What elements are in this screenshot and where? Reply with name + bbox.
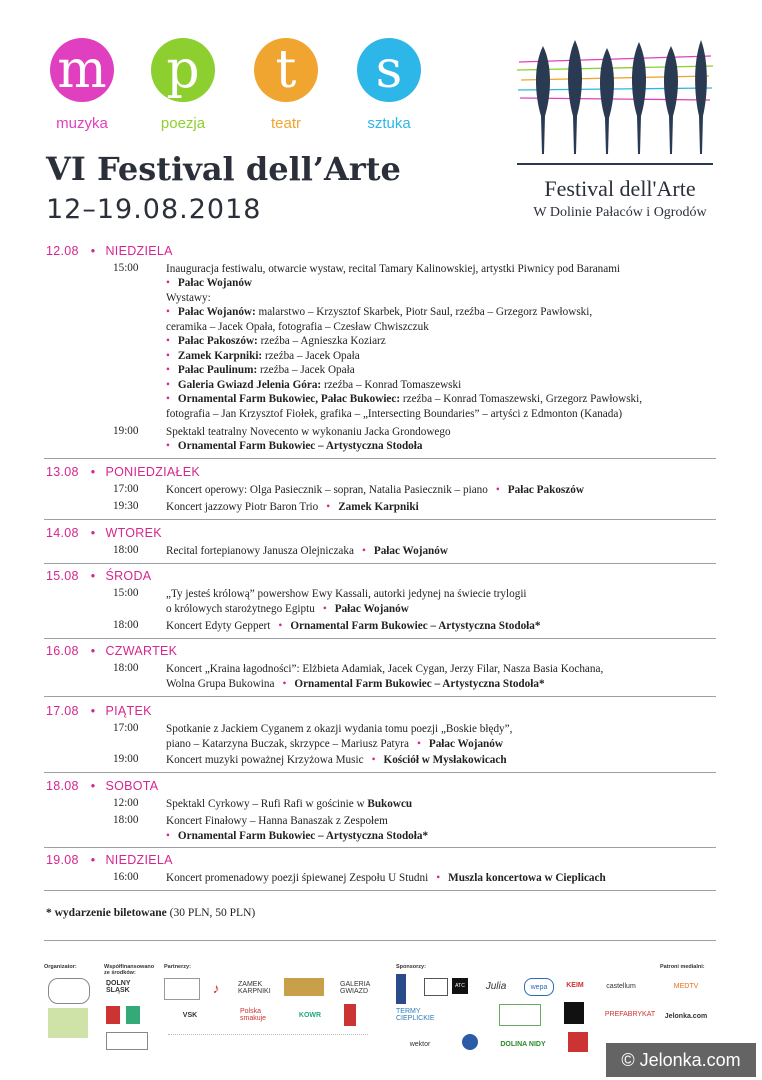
day-header: 14.08 • WTOREK xyxy=(46,526,162,540)
event-description: Spektakl teatralny Novecento w wykonaniu Jacka Grondowego xyxy=(166,426,451,438)
sponsor-header: Patroni medialni: xyxy=(660,964,705,970)
label-teatr: teatr xyxy=(270,115,301,132)
day-name: PIĄTEK xyxy=(105,704,152,718)
sponsor-logo xyxy=(499,1004,541,1026)
sponsor-logo: Julia xyxy=(485,980,507,992)
event-venue: • Pałac Wojanów xyxy=(166,277,252,289)
day-header: 17.08 • PIĄTEK xyxy=(46,704,152,718)
event-description: Recital fortepianowy Janusza Olejniczaka • Pałac Wojanów xyxy=(166,545,448,557)
day-name: CZWARTEK xyxy=(105,644,178,658)
circle-letter: p xyxy=(166,40,200,100)
circle-letter: m xyxy=(57,40,107,100)
sponsor-logo: ATC xyxy=(452,978,468,994)
event-description-cont: Wolna Grupa Bukowina • Ornamental Farm Bukowiec – Artystyczna Stodoła* xyxy=(166,678,545,690)
sponsor-logo: castellum xyxy=(606,982,636,990)
partner-logos-row xyxy=(168,1034,368,1051)
sponsor-logo: TERMY CIEPLICKIE xyxy=(396,1008,435,1022)
event-venue: • Ornamental Farm Bukowiec – Artystyczna Stodoła xyxy=(166,440,423,452)
sponsor-logo xyxy=(396,974,406,1004)
sponsor-header: Współfinansowano ze środków: xyxy=(104,964,155,976)
sponsor-logo xyxy=(106,1006,120,1024)
label-sztuka: sztuka xyxy=(367,115,411,132)
event-time: 18:00 xyxy=(113,544,139,556)
logo-subtitle: W Dolinie Pałaców i Ogrodów xyxy=(533,205,707,220)
event-time: 17:00 xyxy=(113,722,139,734)
day-date: 17.08 xyxy=(46,704,79,718)
event-description-cont: piano – Katarzyna Buczak, skrzypce – Mariusz Patyra • Pałac Wojanów xyxy=(166,738,503,750)
exhibition-item-cont: fotografia – Jan Krzysztof Fiołek, grafika – „Intersecting Boundaries” – artyści z Edmonton (Kanada) xyxy=(166,408,623,420)
page-title: VI Festival dell’Arte xyxy=(46,150,401,188)
media-logo: Jelonka.com xyxy=(664,1012,708,1020)
day-name: NIEDZIELA xyxy=(105,244,173,258)
circle-letter: s xyxy=(375,40,403,100)
day-header: 18.08 • SOBOTA xyxy=(46,779,159,793)
divider xyxy=(44,890,716,891)
day-date: 18.08 xyxy=(46,779,79,793)
exhibition-item: • Ornamental Farm Bukowiec, Pałac Bukowiec: rzeźba – Konrad Tomaszewski, Grzegorz Pawłowski, xyxy=(166,393,643,405)
exhibition-item: • Pałac Pakoszów: rzeźba – Agnieszka Koziarz xyxy=(166,335,386,347)
event-time: 18:00 xyxy=(113,619,139,631)
exhibitions-label: Wystawy: xyxy=(166,292,211,304)
watermark: © Jelonka.com xyxy=(606,1043,756,1077)
day-name: ŚRODA xyxy=(105,569,152,583)
sponsor-logo xyxy=(462,1034,478,1050)
partner-logo: ♪ xyxy=(212,980,220,996)
day-date: 12.08 xyxy=(46,244,79,258)
day-name: NIEDZIELA xyxy=(105,853,173,867)
partner-logo: GALERIA GWIAZD xyxy=(340,981,370,995)
event-time: 19:00 xyxy=(113,753,139,765)
event-time: 15:00 xyxy=(113,262,139,274)
event-description-cont: o królowych starożytnego Egiptu • Pałac Wojanów xyxy=(166,603,409,615)
partner-logo: ZAMEK KARPNIKI xyxy=(238,981,271,995)
day-date: 13.08 xyxy=(46,465,79,479)
sponsor-logo: wektor xyxy=(409,1040,431,1048)
partner-logo xyxy=(344,1004,356,1026)
ticket-note: * wydarzenie biletowane (30 PLN, 50 PLN) xyxy=(46,907,256,919)
circle-letter: t xyxy=(275,40,297,100)
day-header: 15.08 • ŚRODA xyxy=(46,569,152,583)
sponsor-header: Sponsorzy: xyxy=(396,964,426,970)
divider xyxy=(44,563,716,564)
partner-logo xyxy=(164,978,200,1000)
day-header: 12.08 • NIEDZIELA xyxy=(46,244,173,258)
divider xyxy=(44,519,716,520)
event-time: 15:00 xyxy=(113,587,139,599)
event-description: Koncert muzyki poważnej Krzyżowa Music • Kościół w Mysłakowicach xyxy=(166,754,507,766)
exhibition-item: • Galeria Gwiazd Jelenia Góra: rzeźba – Konrad Tomaszewski xyxy=(166,379,462,391)
sponsor-logo xyxy=(106,1032,148,1050)
event-time: 17:00 xyxy=(113,483,139,495)
circle-sztuka xyxy=(357,38,421,102)
event-description: Koncert jazzowy Piotr Baron Trio • Zamek Karpniki xyxy=(166,501,419,513)
day-date: 16.08 xyxy=(46,644,79,658)
day-date: 19.08 xyxy=(46,853,79,867)
divider xyxy=(44,638,716,639)
day-header: 19.08 • NIEDZIELA xyxy=(46,853,173,867)
event-time: 18:00 xyxy=(113,662,139,674)
event-description: Koncert operowy: Olga Pasiecznik – sopran, Natalia Pasiecznik – piano • Pałac Pakoszów xyxy=(166,484,584,496)
partner-logo: KOWR xyxy=(298,1011,322,1019)
sponsor-header: Organizator: xyxy=(44,964,77,970)
sponsor-logo: DOLINA NIDY xyxy=(500,1040,546,1048)
event-description: Koncert Finałowy – Hanna Banaszak z Zespołem xyxy=(166,815,388,827)
sponsor-logo xyxy=(126,1006,140,1024)
festival-dates: 12–19.08.2018 xyxy=(46,194,262,225)
circle-poezja xyxy=(151,38,215,102)
label-muzyka: muzyka xyxy=(56,115,108,132)
day-name: SOBOTA xyxy=(105,779,159,793)
event-time: 19:30 xyxy=(113,500,139,512)
organizer-logo xyxy=(48,1008,88,1038)
divider xyxy=(44,847,716,848)
logo-title: Festival dell'Arte xyxy=(544,176,696,201)
sponsor-logo: DOLNY ŚLĄSK xyxy=(106,980,131,994)
exhibition-item: • Zamek Karpniki: rzeźba – Jacek Opała xyxy=(166,350,360,362)
day-name: WTOREK xyxy=(105,526,162,540)
event-time: 19:00 xyxy=(113,425,139,437)
circle-muzyka xyxy=(50,38,114,102)
divider xyxy=(44,696,716,697)
media-logo: MEDTV xyxy=(673,982,699,990)
event-description: Spektakl Cyrkowy – Rufi Rafi w gościnie w Bukowcu xyxy=(166,798,413,810)
divider xyxy=(44,772,716,773)
festival-logo-icon xyxy=(515,36,715,168)
event-time: 18:00 xyxy=(113,814,139,826)
event-time: 16:00 xyxy=(113,871,139,883)
sponsor-logo: wepa xyxy=(524,978,554,996)
organizer-logo xyxy=(48,978,90,1004)
divider xyxy=(44,458,716,459)
day-date: 14.08 xyxy=(46,526,79,540)
sponsor-logo: PREFABRYKAT xyxy=(604,1010,656,1018)
day-header: 16.08 • CZWARTEK xyxy=(46,644,178,658)
label-poezja: poezja xyxy=(160,115,206,132)
sponsor-header: Partnerzy: xyxy=(164,964,191,970)
partner-logo: Polska smakuje xyxy=(240,1008,267,1022)
event-description: „Ty jesteś królową” powershow Ewy Kassali, autorki jedynej na świecie trylogii xyxy=(166,588,527,600)
event-time: 12:00 xyxy=(113,797,139,809)
event-description: Koncert Edyty Geppert • Ornamental Farm Bukowiec – Artystyczna Stodoła* xyxy=(166,620,541,632)
partner-logo: VSK xyxy=(182,1011,198,1019)
exhibition-item-cont: ceramika – Jacek Opała, fotografia – Czesław Chwiszczuk xyxy=(166,321,429,333)
sponsor-logo xyxy=(424,978,448,996)
day-name: PONIEDZIAŁEK xyxy=(105,465,201,479)
event-description: Koncert „Kraina łagodności”: Elżbieta Adamiak, Jacek Cygan, Jerzy Filar, Nasza Basia Kochana, xyxy=(166,663,604,675)
sponsor-logo xyxy=(564,1002,584,1024)
day-date: 15.08 xyxy=(46,569,79,583)
exhibition-item: • Pałac Wojanów: malarstwo – Krzysztof Skarbek, Piotr Saul, rzeźba – Grzegorz Pawłowski, xyxy=(166,306,593,318)
exhibition-item: • Pałac Paulinum: rzeźba – Jacek Opała xyxy=(166,364,355,376)
event-description: Spotkanie z Jackiem Cyganem z okazji wydania tomu poezji „Boskie błędy”, xyxy=(166,723,513,735)
partner-logo xyxy=(284,978,324,996)
sponsor-logo: KEIM xyxy=(566,981,584,989)
event-description: Inauguracja festiwalu, otwarcie wystaw, recital Tamary Kalinowskiej, artystki Piwnicy pod Baranami xyxy=(166,263,621,275)
day-header: 13.08 • PONIEDZIAŁEK xyxy=(46,465,201,479)
event-description: Koncert promenadowy poezji śpiewanej Zespołu U Studni • Muszla koncertowa w Cieplicach xyxy=(166,872,606,884)
circle-teatr xyxy=(254,38,318,102)
sponsor-logo xyxy=(568,1032,588,1052)
event-venue: • Ornamental Farm Bukowiec – Artystyczna Stodoła* xyxy=(166,830,429,842)
divider xyxy=(44,940,716,941)
